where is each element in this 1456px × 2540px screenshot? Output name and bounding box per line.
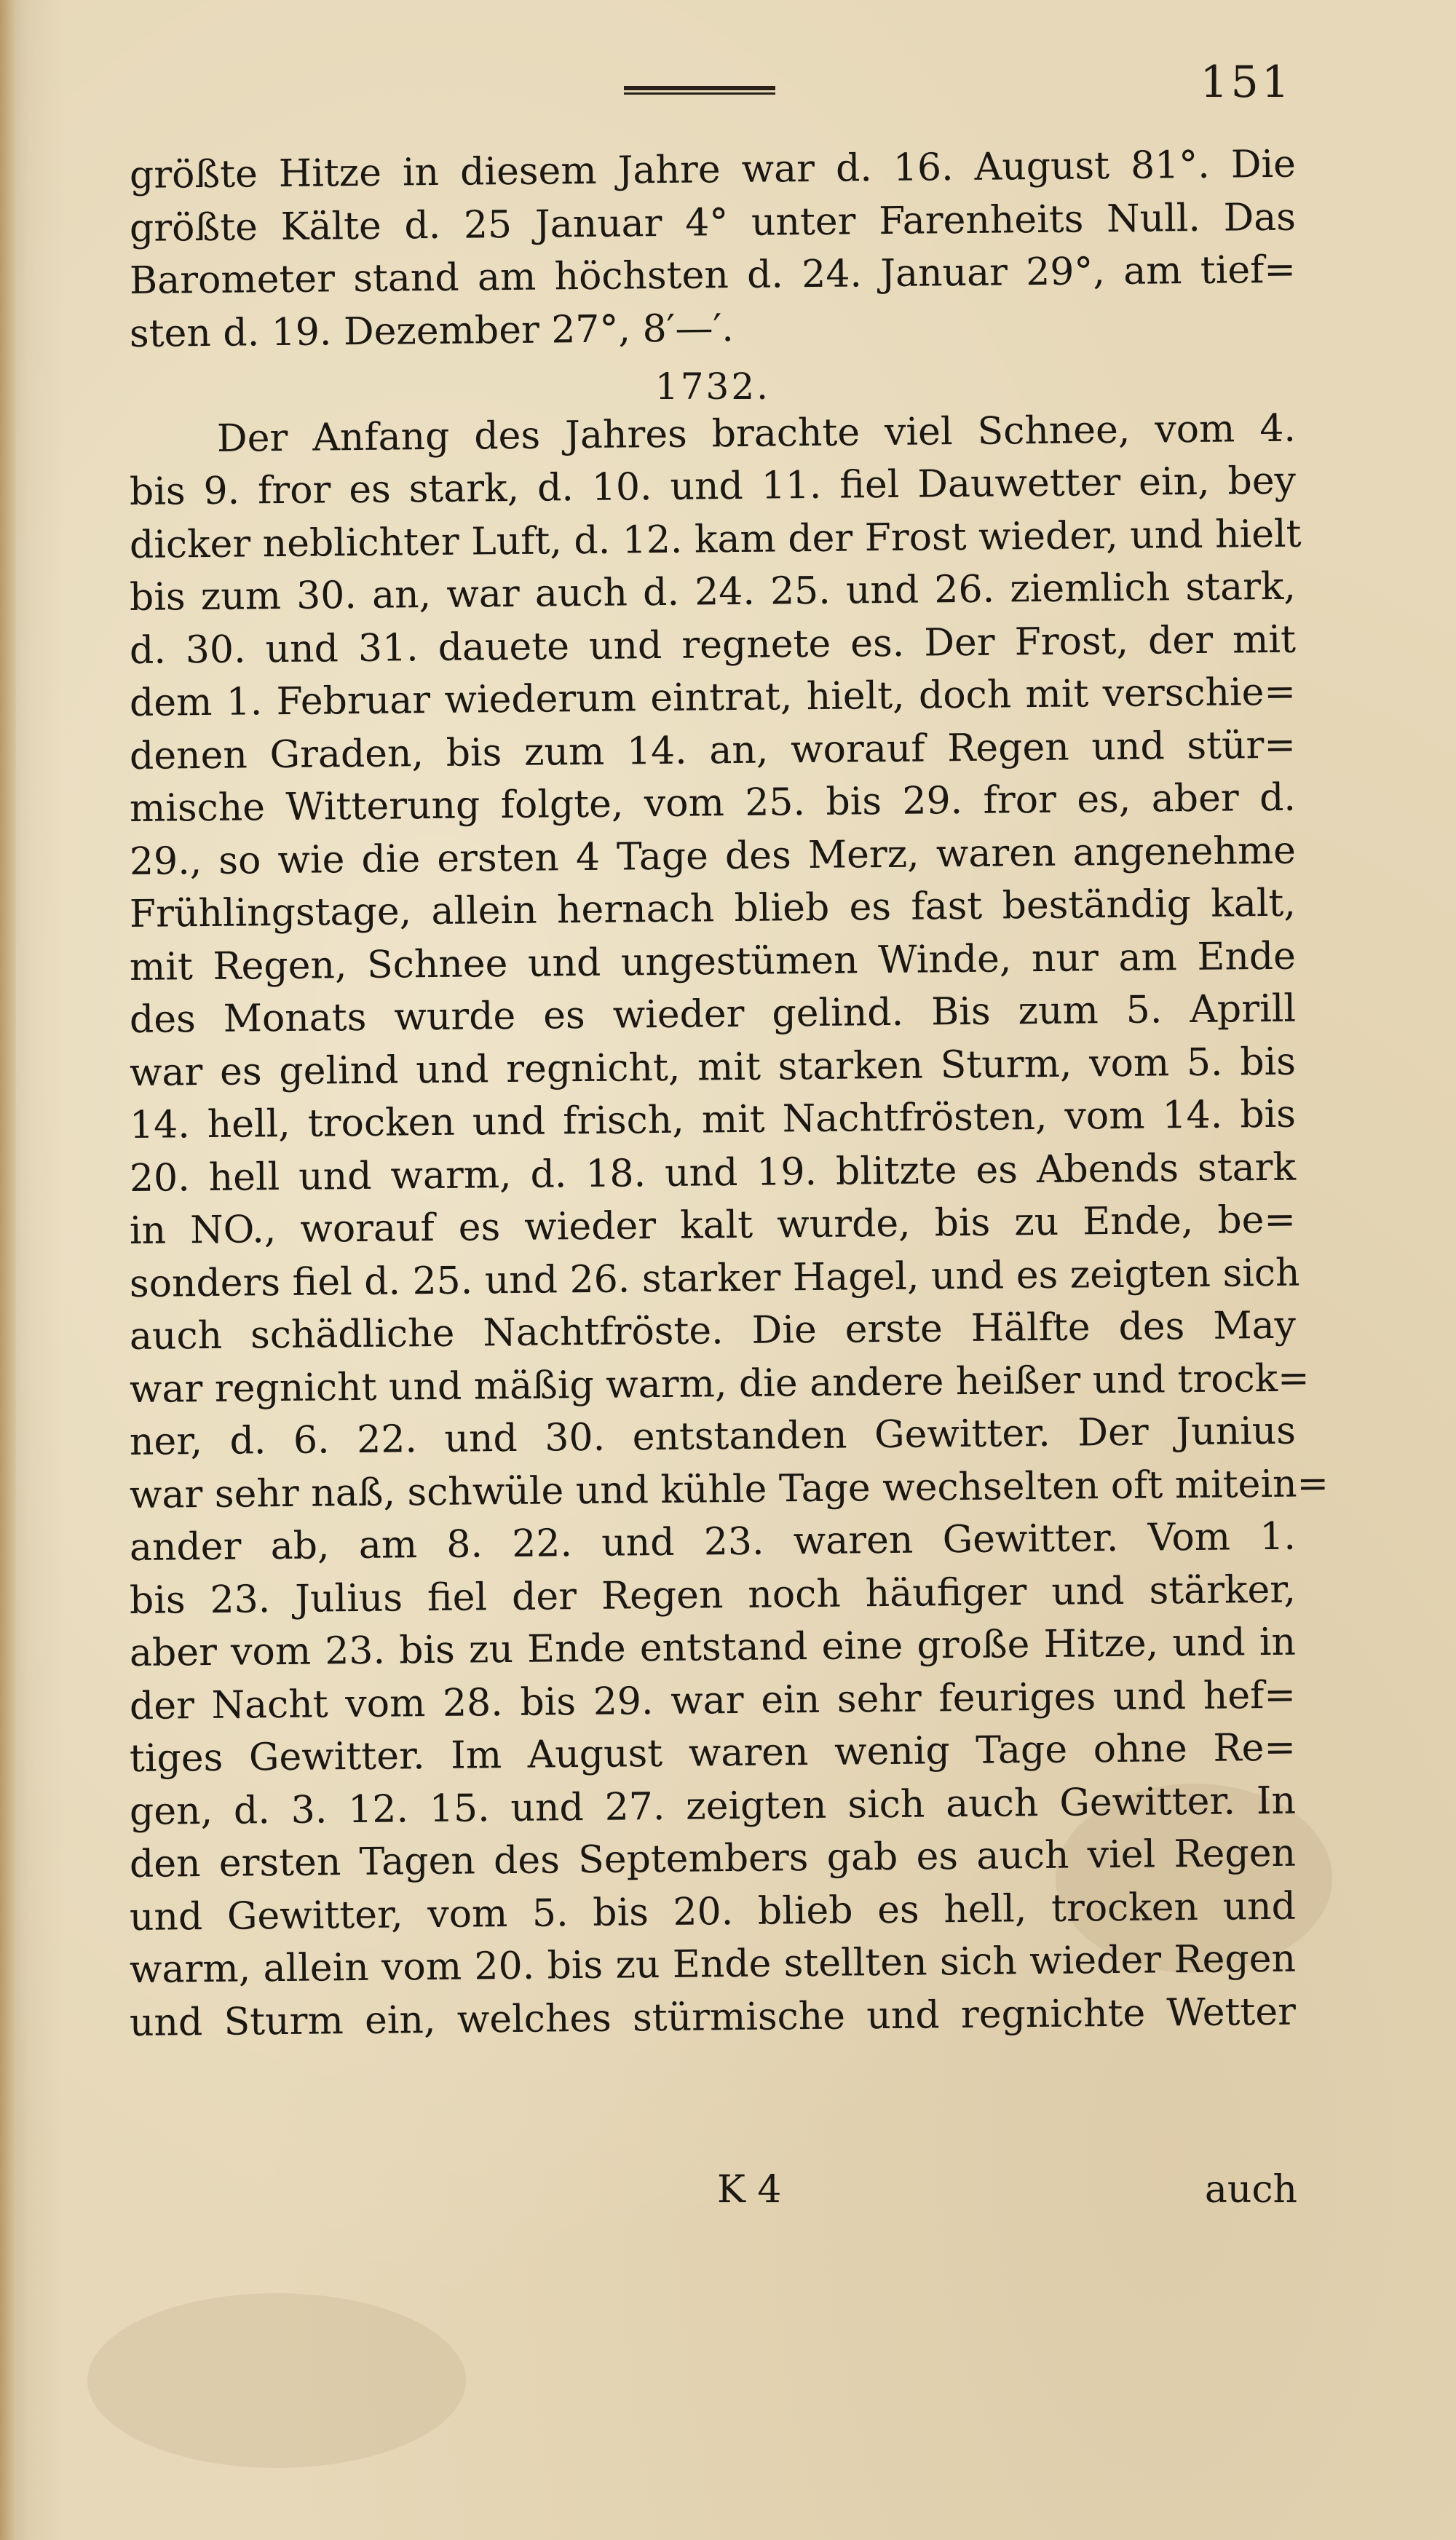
page-gutter-edge [0,0,16,2540]
catchword: auch [1204,2168,1297,2212]
text-line: und Gewitter, vom 5. bis 20. blieb es hell, trocken und [129,1884,1297,1939]
text-line: tiges Gewitter. Im August waren wenig Tage ohne Re= [129,1725,1297,1781]
text-line: des Monats wurde es wieder gelind. Bis zum 5. Aprill [129,986,1297,1042]
text-line: dem 1. Februar wiederum eintrat, hielt, doch mit verschie= [129,670,1297,725]
page-number: 151 [1200,57,1292,108]
text-line: 14. hell, trocken und frisch, mit Nachtfrösten, vom 14. bis [129,1092,1297,1147]
text-line: bis 23. Julius fiel der Regen noch häufiger und stärker, [129,1567,1297,1623]
signature-mark: K 4 [717,2168,782,2212]
text-line: ner, d. 6. 22. und 30. entstanden Gewitter. Der Junius [129,1409,1297,1464]
main-text [129,142,1329,2049]
paper-stain [87,2293,466,2468]
text-line: auch schädliche Nachtfröste. Die erste Hälfte des May [129,1303,1297,1358]
text-line: bis zum 30. an, war auch d. 24. 25. und 26. ziemlich stark, [129,564,1297,620]
text-line: größte Hitze in diesem Jahre war d. 16. August 81°. Die [129,142,1297,197]
text-line: d. 30. und 31. dauete und regnete es. Der Frost, der mit [129,617,1297,673]
text-line: in NO., worauf es wieder kalt wurde, bis zu Ende, be= [129,1198,1297,1253]
text-line: den ersten Tagen des Septembers gab es auch viel Regen [129,1831,1297,1886]
text-line: warm, allein vom 20. bis zu Ende stellten sich wieder Regen [129,1936,1297,1992]
text-line: Der Anfang des Jahres brachte viel Schnee, vom 4. [216,406,1297,461]
text-line: aber vom 23. bis zu Ende entstand eine große Hitze, und in [129,1620,1297,1675]
text-line: ander ab, am 8. 22. und 23. waren Gewitter. Vom 1. [129,1514,1297,1570]
text-line: sten d. 19. Dezember 27°, 8′—′. [129,306,735,356]
text-line: mische Witterung folgte, vom 25. bis 29. fror es, aber d. [129,775,1297,831]
text-line: 20. hell und warm, d. 18. und 19. blitzte es Abends stark [129,1145,1297,1200]
text-line: war es gelind und regnicht, mit starken Sturm, vom 5. bis [129,1040,1297,1095]
text-line: war sehr naß, schwüle und kühle Tage wechselten oft mitein= [129,1461,1329,1517]
text-line: bis 9. fror es stark, d. 10. und 11. fiel Dauwetter ein, bey [129,459,1297,514]
header-ornament-rule [624,86,775,95]
text-line: dicker neblichter Luft, d. 12. kam der Frost wieder, und hielt [129,512,1302,567]
text-line: der Nacht vom 28. bis 29. war ein sehr feuriges und hef= [129,1673,1297,1728]
text-line: gen, d. 3. 12. 15. und 27. zeigten sich auch Gewitter. In [129,1779,1297,1834]
text-line: und Sturm ein, welches stürmische und regnichte Wetter [129,1990,1297,2045]
text-line: war regnicht und mäßig warm, die andere heißer und trock= [129,1356,1310,1412]
text-line: größte Kälte d. 25 Januar 4° unter Farenheits Null. Das [129,195,1297,250]
text-line: sonders fiel d. 25. und 26. starker Hagel, und es zeigten sich [129,1251,1300,1306]
year-heading: 1732. [654,365,771,408]
text-line: mit Regen, Schnee und ungestümen Winde, nur am Ende [129,934,1297,989]
page-footer [0,2161,1456,2219]
text-line: Frühlingstage, allein hernach blieb es fast beständig kalt, [129,881,1297,936]
text-line: Barometer stand am höchsten d. 24. Januar 29°, am tief= [129,248,1297,303]
text-line: 29., so wie die ersten 4 Tage des Merz, waren angenehme [129,828,1297,884]
text-line: denen Graden, bis zum 14. an, worauf Regen und stür= [129,723,1297,778]
